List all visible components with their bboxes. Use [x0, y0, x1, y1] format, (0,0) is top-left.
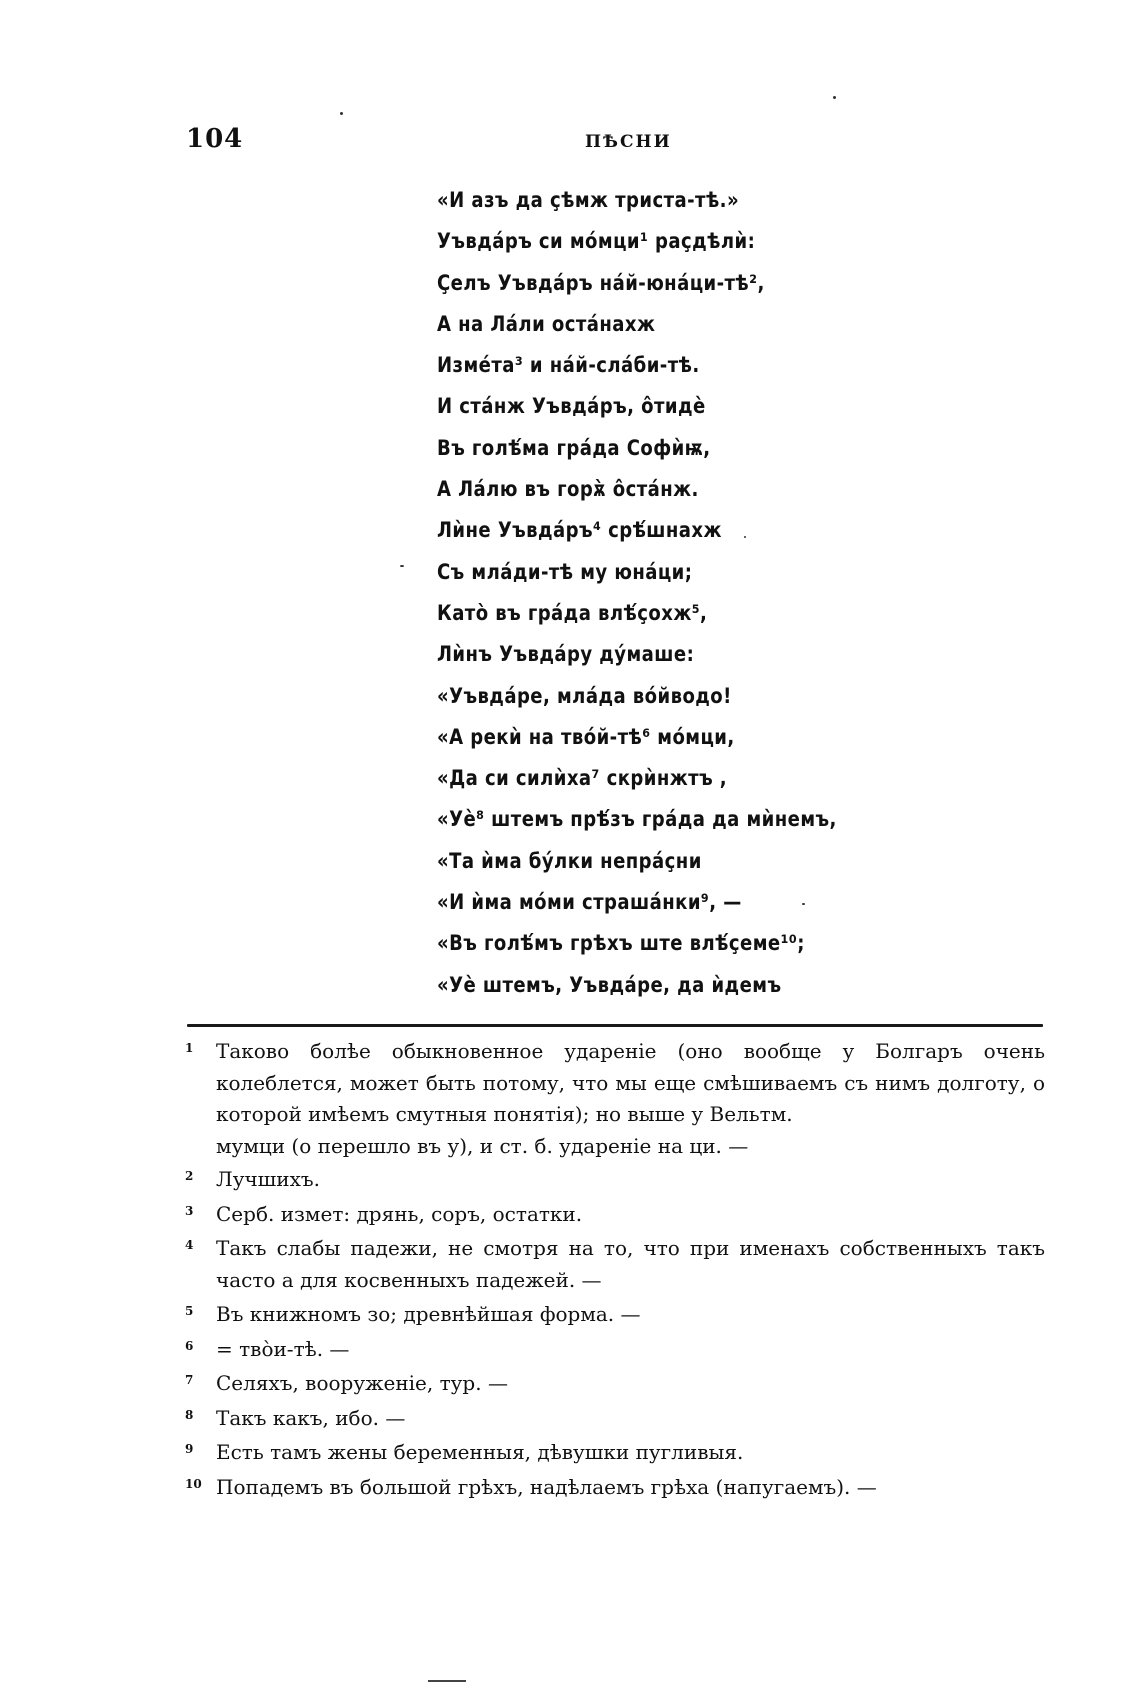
footnote	[185, 1437, 1045, 1469]
footnote	[185, 1199, 1045, 1231]
footnote-text: Есть тамъ жены беременныя, дѣвушки пугливыя.	[216, 1440, 744, 1464]
print-speck	[400, 565, 404, 567]
footnote-text: Такъ слабы падежи, не смотря на то, что при именахъ собственныхъ такъ часто а для косвенныхъ падежей. —	[216, 1236, 1045, 1292]
footnote-text: Серб. измет: дрянь, соръ, остатки.	[216, 1201, 583, 1226]
footnote	[185, 1164, 1045, 1196]
footnote-text: Таково болѣе обыкновенное удареніе (оно вообще у Болгаръ очень колеблется, может быть потому, что мы еще смѣшиваемъ съ нимъ долготу, о которой имѣемъ смутныя понятія); но выше у Вельтм.	[216, 1039, 1045, 1126]
running-head: ПѢСНИ	[585, 132, 672, 152]
verse-line: Лѝне Уъвдáръ⁴ срѣ́шнахж	[437, 518, 722, 543]
footnote-mark: 4	[185, 1238, 194, 1252]
footnote-mark: 10	[185, 1476, 202, 1491]
footnote	[185, 1233, 1045, 1296]
verse-line: Уъвдáръ си мóмци¹ раҫдѣлѝ:	[437, 229, 756, 254]
footnote-text: мумци (о перешло въ у), и ст. б. удареніе на ци. —	[216, 1133, 749, 1158]
footnote-mark: 3	[185, 1203, 194, 1218]
print-speck	[833, 96, 836, 99]
verse-line: «И ѝма мóми страшáнки⁹, —	[437, 890, 742, 915]
footnote-text: Лучшихъ.	[216, 1167, 320, 1191]
footnote-mark: 7	[185, 1373, 194, 1387]
print-speck	[744, 536, 746, 538]
footnote-mark: 1	[185, 1041, 194, 1055]
footnote-divider	[187, 1024, 1043, 1027]
song-verse	[437, 180, 997, 1006]
footnote-text: Попадемъ въ большой грѣхъ, надѣлаемъ грѣха (напугаемъ). —	[216, 1474, 877, 1499]
footnote	[185, 1299, 1045, 1331]
footnote	[185, 1334, 1045, 1366]
verse-line: Лѝнъ Уъвдáру дýмаше:	[437, 642, 695, 667]
footnote	[185, 1472, 1045, 1504]
footnote-text: Въ книжномъ зо; древнѣйшая форма. —	[216, 1302, 641, 1326]
print-speck	[802, 903, 805, 905]
footnote-mark: 9	[185, 1442, 194, 1456]
footnote-mark: 2	[185, 1169, 194, 1183]
verse-line: Като̀ въ грáда влѣ́ҫохж⁵,	[437, 600, 708, 625]
page-number: 104	[186, 124, 244, 154]
footnote-text: = твòи-тѣ. —	[216, 1336, 350, 1361]
verse-line: «Та ѝма бýлки непрáҫни	[437, 848, 702, 873]
verse-line: «Да си силѝха⁷ скрѝнжтъ ,	[437, 766, 728, 791]
footnote-mark: 5	[185, 1304, 194, 1318]
verse-line: «Уè⁸ штемъ прѣ́зъ грáда да мѝнемъ,	[437, 807, 837, 832]
verse-line: Измéта³ и нáй-слáби-тѣ.	[437, 353, 700, 378]
verse-line: «Уè штемъ, Уъвдáре, да ѝдемъ	[437, 972, 782, 997]
footnote	[185, 1403, 1045, 1435]
verse-line: Въ голѣ́ма грáда Софѝѭ,	[437, 435, 711, 460]
footnote	[185, 1036, 1045, 1162]
verse-line: «Уъвдáре, млáда вóйводо!	[437, 683, 732, 708]
verse-line: «Въ голѣ́мъ грѣхъ ште влѣ́ҫеме¹⁰;	[437, 931, 805, 956]
footnote-text: Такъ какъ, ибо. —	[216, 1405, 406, 1430]
verse-line: «А рекѝ на твóй-тѣ⁶ мóмци,	[437, 724, 735, 749]
footnote-mark: 8	[185, 1407, 194, 1422]
footnote	[185, 1368, 1045, 1400]
footnotes	[185, 1036, 1045, 1506]
print-speck	[340, 112, 343, 115]
verse-line: Съ млáди-тѣ му юнáци;	[437, 559, 693, 584]
verse-line: «И азъ да ҫѣмж триста-тѣ.»	[437, 188, 740, 212]
verse-line: И стáнж Уъвдáръ, ôтидè	[437, 394, 706, 419]
verse-line: Ҫелъ Уъвдáръ нáй-юнáци-тѣ²,	[437, 270, 765, 295]
print-mark	[428, 1680, 466, 1682]
verse-line: А Лáлю въ горѫ̀ ôстáнж.	[437, 477, 699, 502]
verse-line: А на Лáли остáнахж	[437, 311, 656, 336]
footnote-mark: 6	[185, 1338, 194, 1353]
footnote-text: Селяхъ, вооруженіе, тур. —	[216, 1371, 508, 1395]
